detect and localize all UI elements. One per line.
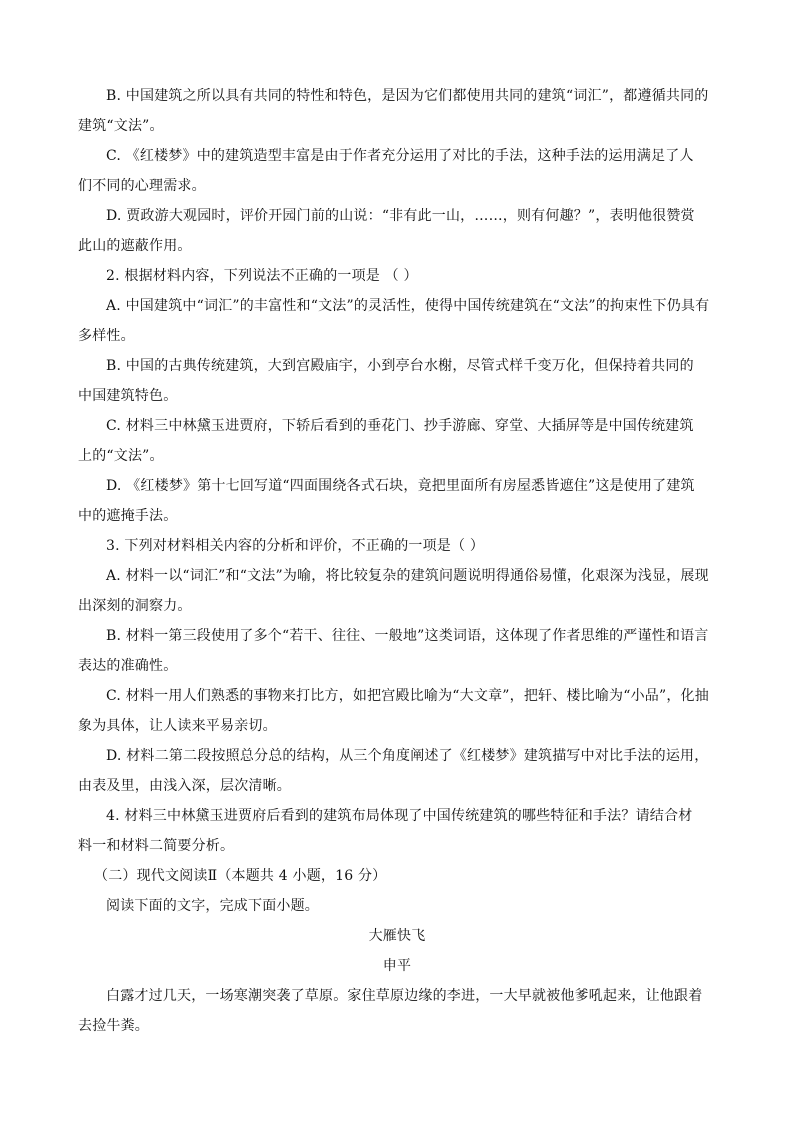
q2-option-c-line-2: 上的“文法”。 [78,448,164,464]
option-d-line-1: D. 贾政游大观园时，评价开园门前的山说：“非有此一山，……，则有何趣？”，表明他很赞赏 [106,208,695,224]
option-b-line-1: B. 中国建筑之所以具有共同的特性和特色，是因为它们都使用共同的建筑“词汇”，都遵循共同的 [106,88,709,104]
reading-instruction: 阅读下面的文字，完成下面小题。 [106,898,319,914]
option-b-line-2: 建筑“文法”。 [78,118,164,134]
q3-option-d-line-2: 由表及里，由浅入深，层次清晰。 [78,778,291,794]
q3-option-d-line-1: D. 材料二第二段按照总分总的结构，从三个角度阐述了《红楼梦》建筑描写中对比手法的运用， [106,748,709,764]
section-heading: （二）现代文阅读Ⅱ（本题共 4 小题，16 分） [94,868,387,884]
option-d-line-2: 此山的遮蔽作用。 [78,238,192,254]
q2-option-a-line-1: A. 中国建筑中“词汇”的丰富性和“文法”的灵活性，使得中国传统建筑在“文法”的拘束性下仍具有 [106,298,710,314]
q3-option-b-line-2: 表达的准确性。 [78,658,178,674]
question-4-line-1: 4. 材料三中林黛玉进贾府后看到的建筑布局体现了中国传统建筑的哪些特征和手法？请结合材 [106,808,693,824]
q2-option-b-line-1: B. 中国的古典传统建筑，大到宫殿庙宇，小到亭台水榭，尽管式样千变万化，但保持着共同的 [106,358,694,374]
option-c-line-1: C. 《红楼梦》中的建筑造型丰富是由于作者充分运用了对比的手法，这种手法的运用满足了人 [106,148,694,164]
q2-option-c-line-1: C. 材料三中林黛玉进贾府，下轿后看到的垂花门、抄手游廊、穿堂、大插屏等是中国传统建筑 [106,418,694,434]
q3-option-c-line-2: 象为具体，让人读来平易亲切。 [78,718,277,734]
q3-option-a-line-2: 出深刻的洞察力。 [78,598,192,614]
question-3: 3. 下列对材料相关内容的分析和评价，不正确的一项是（ ） [106,538,485,554]
q2-option-d-line-2: 中的遮掩手法。 [78,508,178,524]
q2-option-a-line-2: 多样性。 [78,328,135,344]
q3-option-c-line-1: C. 材料一用人们熟悉的事物来打比方，如把宫殿比喻为“大文章”，把轩、楼比喻为“小品”，化抽 [106,688,709,704]
story-paragraph-line-1: 白露才过几天，一场寒潮突袭了草原。家住草原边缘的李进，一大早就被他爹吼起来，让他跟着 [106,988,703,1004]
q3-option-b-line-1: B. 材料一第三段使用了多个“若干、往往、一般地”这类词语，这体现了作者思维的严谨性和语言 [106,628,709,644]
question-4-line-2: 料一和材料二简要分析。 [78,838,235,854]
story-author: 申平 [382,958,412,974]
option-c-line-2: 们不同的心理需求。 [78,178,206,194]
question-2: 2. 根据材料内容，下列说法不正确的一项是 （ ） [106,268,418,284]
story-paragraph-line-2: 去捡牛粪。 [78,1018,149,1034]
q3-option-a-line-1: A. 材料一以“词汇”和“文法”为喻，将比较复杂的建筑问题说明得通俗易懂，化艰深为浅显，展现 [106,568,709,584]
q2-option-b-line-2: 中国建筑特色。 [78,388,178,404]
q2-option-d-line-1: D. 《红楼梦》第十七回写道“四面围绕各式石块，竟把里面所有房屋悉皆遮住”这是使用了建筑 [106,478,695,494]
story-title: 大雁快飞 [368,928,426,944]
